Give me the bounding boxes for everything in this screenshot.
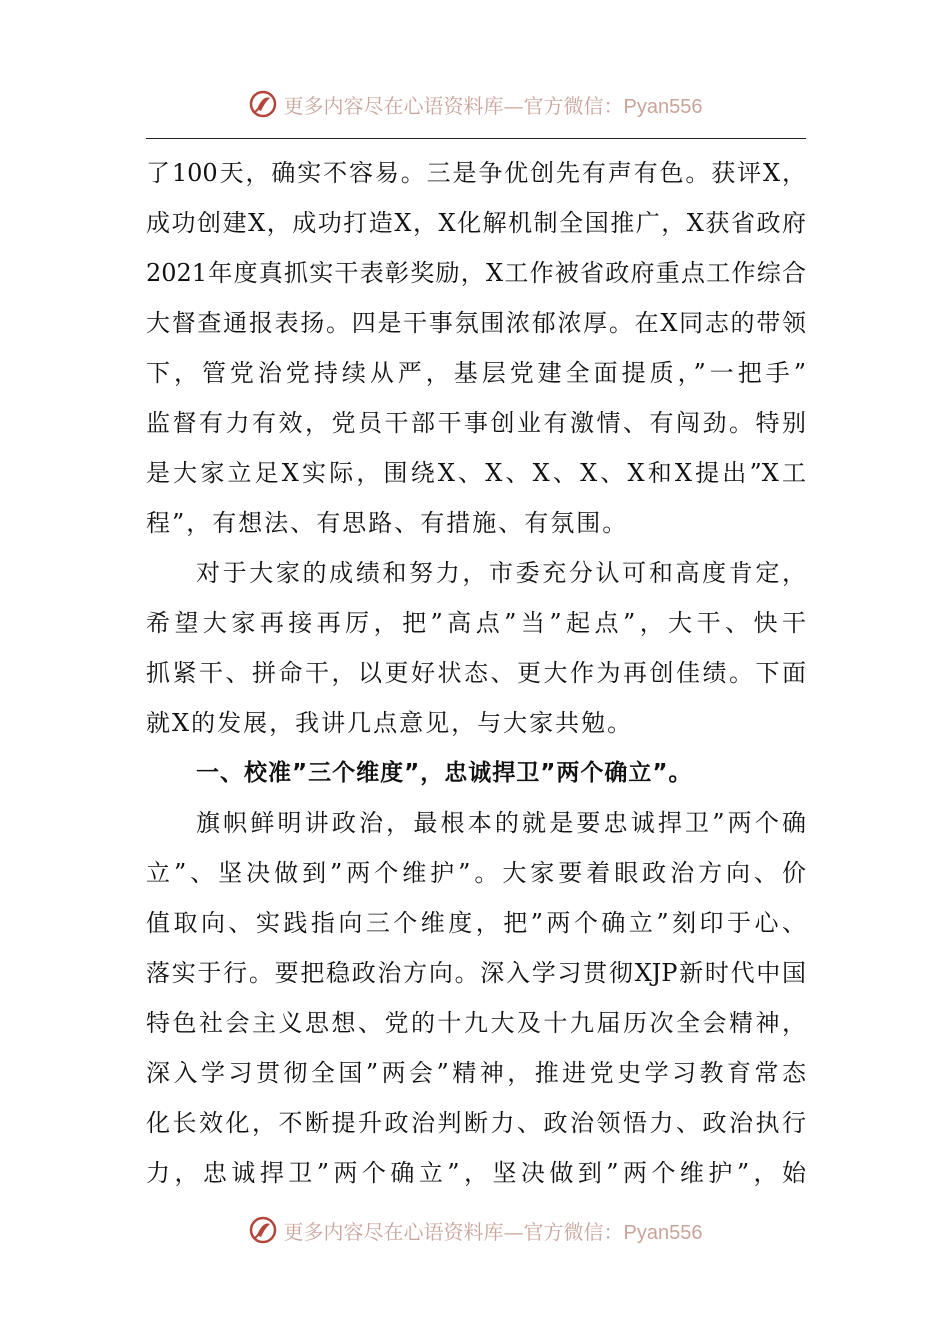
text-line: 值取向、实践指向三个维度，把”两个确立”刻印于心、 [146,909,806,937]
text-line: 大督查通报表扬。四是干事氛围浓郁浓厚。在X同志的带领 [146,309,806,337]
banner-slogan: 更多内容尽在心语资料库 [283,93,504,118]
text-line: 化长效化，不断提升政治判断力、政治领悟力、政治执行 [146,1109,806,1137]
pen-logo-icon [248,1215,278,1245]
text-line: 深入学习贯彻全国”两会”精神，推进党史学习教育常态 [146,1059,806,1087]
text-line: 希望大家再接再厉，把”高点”当”起点”，大干、快干 [146,609,806,637]
banner-text [284,90,703,119]
section-heading: 一、校准”三个维度”，忠诚捍卫”两个确立”。 [196,760,693,786]
text-line: 下，管党治党持续从严，基层党建全面提质，”一把手” [146,359,806,387]
document-body [146,148,806,1198]
text-line: 特色社会主义思想、党的十九大及十九届历次全会精神， [146,1009,806,1037]
text-line: 力，忠诚捍卫”两个确立”，坚决做到”两个维护”，始 [146,1159,806,1187]
header-banner [0,84,950,124]
banner-handle: Pyan556 [623,1221,703,1244]
text-line: 监督有力有效，党员干部干事创业有激情、有闯劲。特别 [146,409,806,437]
text-line: 抓紧干、拼命干，以更好状态、更大作为再创佳绩。下面 [146,659,806,687]
header-rule [146,138,806,139]
text-line: 2021年度真抓实干表彰奖励，X工作被省政府重点工作综合 [146,259,806,287]
footer-banner [0,1210,950,1250]
banner-wechat-label: 官方微信： [523,93,624,118]
text-line: 了100天，确实不容易。三是争优创先有声有色。获评X， [146,159,806,187]
banner-text [284,1216,703,1245]
text-line: 就X的发展，我讲几点意见，与大家共勉。 [146,709,634,737]
banner-handle: Pyan556 [623,95,703,118]
text-line: 对于大家的成绩和努力，市委充分认可和高度肯定， [196,559,806,587]
pen-logo-icon [248,89,278,119]
banner-dash: — [503,93,524,118]
text-line: 是大家立足X实际，围绕X、X、X、X、X和X提出”X工 [146,459,806,487]
banner-dash: — [503,1219,524,1244]
text-line: 程”，有想法、有思路、有措施、有氛围。 [146,509,629,537]
text-line: 落实于行。要把稳政治方向。深入学习贯彻XJP新时代中国 [146,959,806,987]
text-line: 成功创建X，成功打造X，X化解机制全国推广，X获省政府 [146,209,806,237]
banner-wechat-label: 官方微信： [523,1219,624,1244]
text-line: 旗帜鲜明讲政治，最根本的就是要忠诚捍卫”两个确 [196,809,806,837]
text-line: 立”、坚决做到”两个维护”。大家要着眼政治方向、价 [146,859,806,887]
banner-slogan: 更多内容尽在心语资料库 [283,1219,504,1244]
